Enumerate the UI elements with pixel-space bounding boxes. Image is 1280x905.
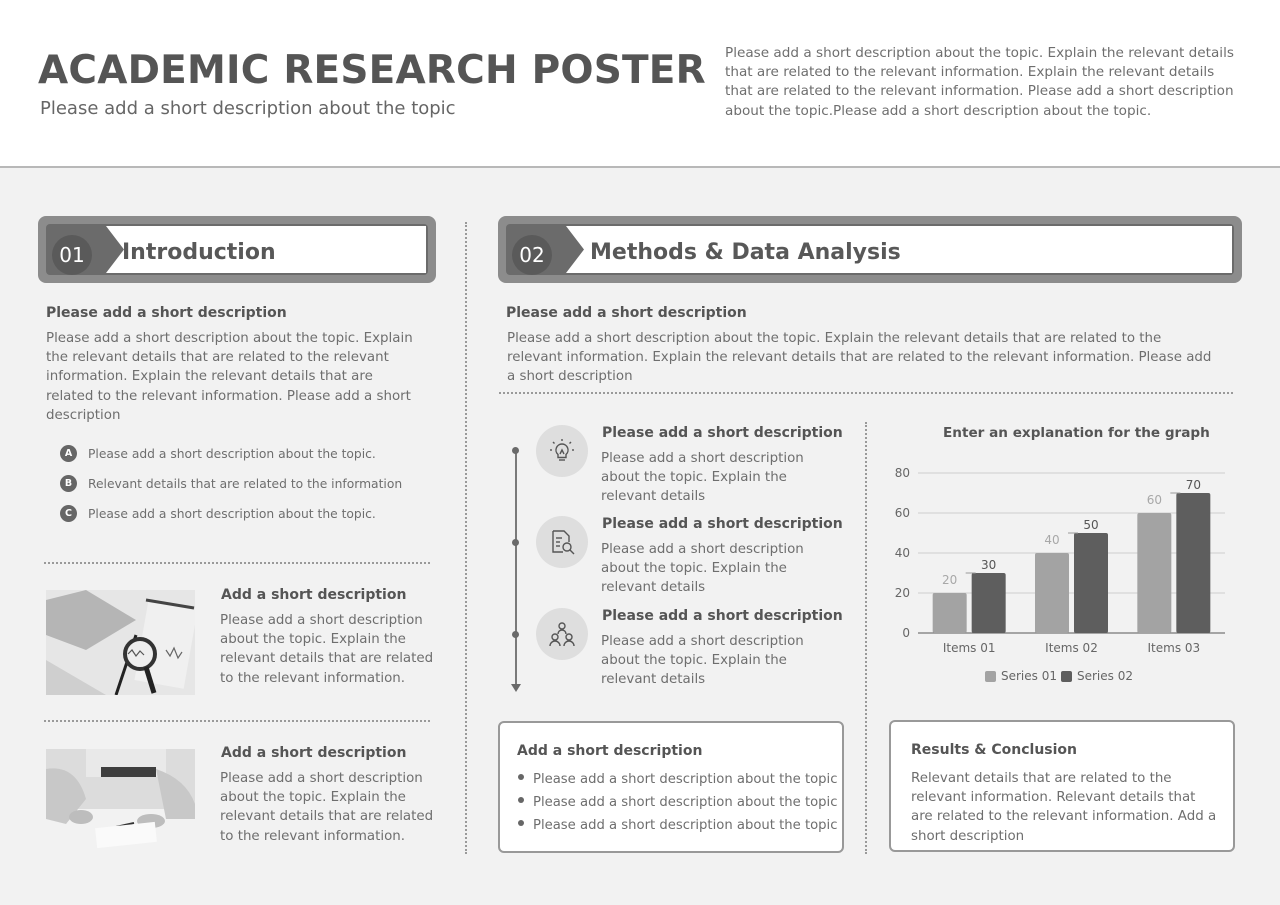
card-heading: Add a short description bbox=[221, 587, 407, 603]
data-label: 30 bbox=[981, 558, 997, 572]
timeline-arrow bbox=[511, 684, 521, 692]
card-heading: Add a short description bbox=[221, 745, 407, 761]
timeline-body: Please add a short description about the topic. Explain the relevant details bbox=[601, 634, 804, 688]
intro-heading: Please add a short description bbox=[46, 305, 287, 321]
section-title: Introduction bbox=[122, 240, 276, 265]
poster-header bbox=[0, 0, 1280, 168]
bar bbox=[1074, 533, 1108, 633]
poster-subtitle: Please add a short description about the topic bbox=[40, 98, 456, 119]
section-divider bbox=[44, 562, 430, 564]
results-body: Relevant details that are related to the relevant information. Relevant details that are related to the relevant information. Add a short description bbox=[911, 771, 1217, 844]
list-item bbox=[60, 445, 376, 462]
y-tick-label: 20 bbox=[894, 586, 910, 600]
section-number: 01 bbox=[52, 235, 92, 275]
team-icon bbox=[536, 608, 588, 660]
bar bbox=[972, 573, 1006, 633]
x-tick-label: Items 03 bbox=[1147, 641, 1201, 655]
bar bbox=[1035, 553, 1069, 633]
list-marker: A bbox=[60, 445, 77, 462]
list-item-text: Please add a short description about the topic. bbox=[88, 506, 376, 521]
card-body: Please add a short description about the topic. Explain the relevant details that are related to the relevant information. bbox=[220, 771, 434, 844]
timeline-body: Please add a short description about the topic. Explain the relevant details bbox=[601, 542, 804, 596]
section-banner-introduction bbox=[38, 216, 436, 283]
lightbulb-icon bbox=[536, 425, 588, 477]
bar bbox=[1176, 493, 1210, 633]
timeline-dot bbox=[512, 539, 519, 546]
list-item bbox=[60, 475, 402, 492]
list-item bbox=[60, 505, 376, 522]
legend-label: Series 01 bbox=[1001, 669, 1057, 683]
methods-body: Please add a short description about the topic. Explain the relevant details that are related to the relevant information. Explain the relevant details that are related to the relevant information. Please add a short description bbox=[507, 331, 1212, 385]
x-tick-label: Items 02 bbox=[1045, 641, 1098, 655]
bar bbox=[933, 593, 967, 633]
results-heading: Results & Conclusion bbox=[911, 742, 1077, 758]
bullet-item: Please add a short description about the topic bbox=[518, 818, 837, 833]
y-tick-label: 0 bbox=[902, 626, 910, 640]
research-documents-image bbox=[46, 590, 195, 695]
chart-title: Enter an explanation for the graph bbox=[943, 425, 1210, 441]
column-divider bbox=[465, 222, 467, 854]
list-item-text: Relevant details that are related to the information bbox=[88, 476, 403, 491]
y-tick-label: 80 bbox=[894, 466, 910, 480]
legend-swatch bbox=[985, 671, 996, 682]
description-box bbox=[498, 721, 844, 853]
section-number: 02 bbox=[512, 235, 552, 275]
box-heading: Add a short description bbox=[517, 743, 703, 759]
legend-label: Series 02 bbox=[1077, 669, 1133, 683]
bullet-item: Please add a short description about the topic bbox=[518, 795, 837, 810]
legend-swatch bbox=[1061, 671, 1072, 682]
y-tick-label: 40 bbox=[894, 546, 910, 560]
methods-heading: Please add a short description bbox=[506, 305, 747, 321]
data-label: 40 bbox=[1044, 533, 1060, 547]
section-banner-methods bbox=[498, 216, 1242, 283]
column-divider bbox=[865, 422, 867, 854]
person-working-image bbox=[46, 749, 195, 854]
bar bbox=[1137, 513, 1171, 633]
timeline-heading: Please add a short description bbox=[602, 516, 843, 532]
data-label: 50 bbox=[1083, 518, 1099, 532]
list-marker: C bbox=[60, 505, 77, 522]
timeline-dot bbox=[512, 447, 519, 454]
list-item-text: Please add a short description about the topic. bbox=[88, 446, 376, 461]
data-label: 60 bbox=[1146, 493, 1162, 507]
timeline-body: Please add a short description about the topic. Explain the relevant details bbox=[601, 451, 804, 505]
timeline-dot bbox=[512, 631, 519, 638]
data-label: 20 bbox=[942, 573, 958, 587]
data-label: 70 bbox=[1185, 478, 1201, 492]
timeline-heading: Please add a short description bbox=[602, 608, 843, 624]
section-title: Methods & Data Analysis bbox=[590, 240, 901, 265]
section-divider bbox=[499, 392, 1233, 394]
bullet-item: Please add a short description about the topic bbox=[518, 772, 837, 787]
list-marker: B bbox=[60, 475, 77, 492]
card-body: Please add a short description about the topic. Explain the relevant details that are related to the relevant information. bbox=[220, 613, 434, 686]
y-tick-label: 60 bbox=[894, 506, 910, 520]
bar-chart bbox=[880, 455, 1230, 695]
intro-body: Please add a short description about the topic. Explain the relevant details that are related to the relevant information. Explain the relevant details that are related to the relevant information. Please add a short description bbox=[46, 331, 413, 423]
document-search-icon bbox=[536, 516, 588, 568]
x-tick-label: Items 01 bbox=[942, 641, 996, 655]
header-description: Please add a short description about the topic. Explain the relevant details that are related to the relevant information. Explain the relevant details that are related to the relevant information. Please add a short description about the topic.Please add a short description about the topic. bbox=[725, 45, 1234, 119]
timeline-heading: Please add a short description bbox=[602, 425, 843, 441]
poster-title: ACADEMIC RESEARCH POSTER bbox=[38, 48, 706, 93]
section-divider bbox=[44, 720, 430, 722]
timeline-line bbox=[515, 450, 517, 684]
results-box bbox=[889, 720, 1235, 852]
